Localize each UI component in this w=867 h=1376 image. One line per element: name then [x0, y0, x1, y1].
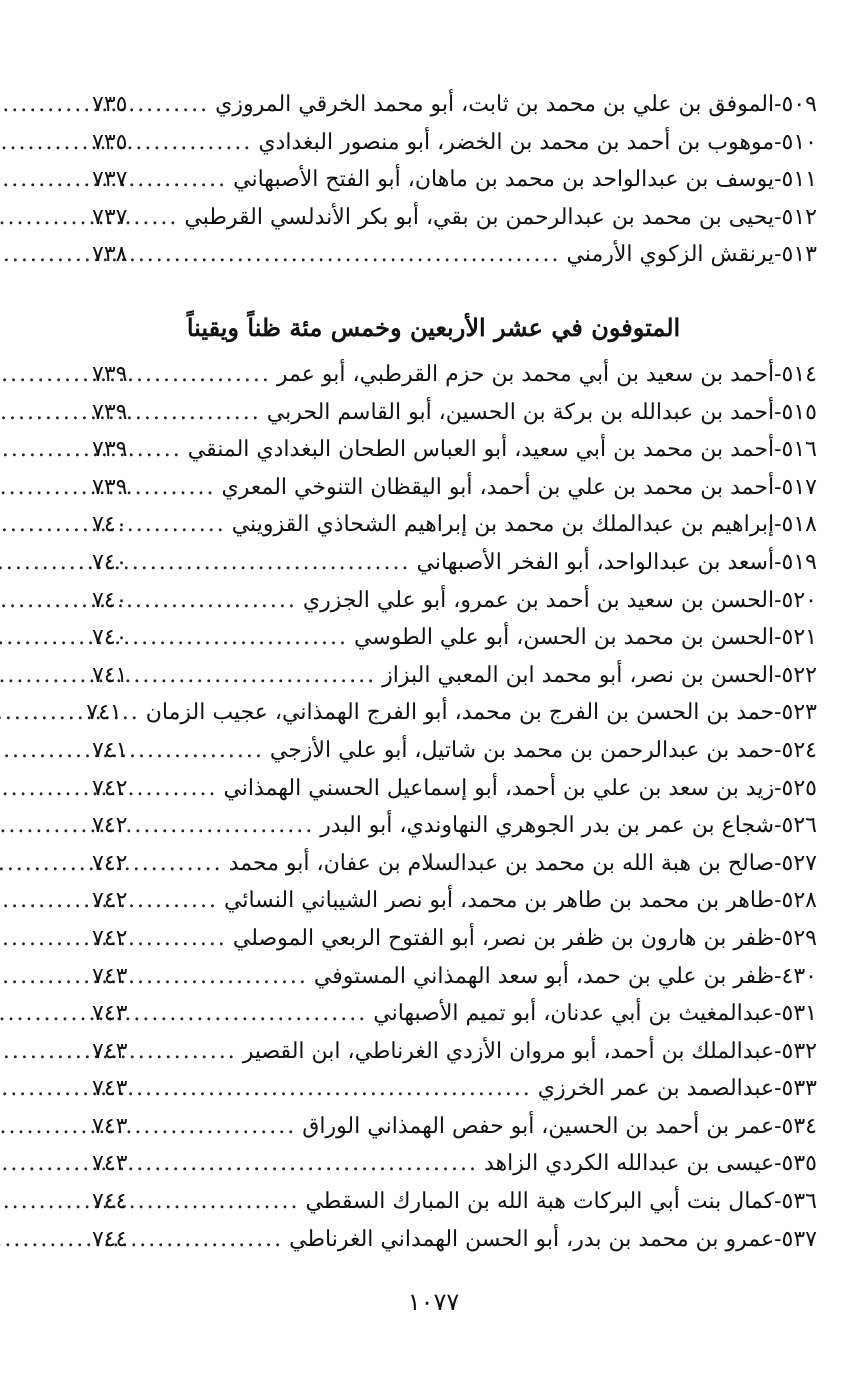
dot-leader: [127, 657, 382, 695]
entry-name: أحمد بن سعيد بن أبي محمد بن حزم القرطبي، أبو عمر: [276, 362, 775, 387]
entry-number: ٥٢٦-: [774, 813, 817, 839]
index-entry: [92, 882, 817, 920]
dot-leader: [127, 882, 224, 920]
index-entry: [92, 431, 817, 469]
entry-name: صالح بن هبة الله بن محمد بن عبدالسلام بن عفان، أبو محمد: [228, 850, 775, 876]
entry-page-ref: ٧٣٩: [92, 474, 128, 500]
entry-number: ٥١٦-: [774, 437, 817, 463]
entry-page-ref: ٧٤٣: [92, 1038, 128, 1064]
index-entry: [92, 1145, 817, 1183]
entry-number: ٥١٨-: [774, 512, 817, 538]
dot-leader: [127, 732, 269, 770]
entry-page-ref: ٧٤١: [86, 700, 122, 726]
dot-leader: [127, 469, 221, 507]
dot-leader: [127, 1221, 289, 1259]
dot-leader: [127, 1108, 302, 1146]
dot-leader: [127, 394, 266, 432]
dot-leader: [127, 807, 320, 845]
entry-name: زيد بن سعد بن علي بن أحمد، أبو إسماعيل الحسني الهمذاني: [223, 775, 775, 801]
entry-name: أحمد بن عبدالله بن بركة بن الحسين، أبو القاسم الحربي: [266, 399, 775, 425]
entry-name: الحسن بن سعيد بن أحمد بن عمرو، أبو علي الجزري: [302, 587, 775, 613]
entry-name: أحمد بن محمد بن علي بن أحمد، أبو اليقظان التنوخي المعري: [221, 474, 775, 500]
dot-leader: [127, 958, 313, 996]
dot-leader: [127, 86, 215, 124]
entry-page-ref: ٧٣٩: [92, 437, 128, 463]
entry-name: عبدالصمد بن عمر الخرزي: [537, 1076, 775, 1102]
entry-name: عيسى بن عبدالله الكردي الزاهد: [483, 1151, 775, 1177]
entry-page-ref: ٧٤٣: [92, 1001, 128, 1027]
section-heading: المتوفون في عشر الأربعين وخمس مئة ظناً ويقيناً: [186, 313, 681, 342]
dot-leader: [127, 161, 233, 199]
index-entry: [92, 161, 817, 199]
entry-page-ref: ٧٤٢: [92, 813, 128, 839]
entry-number: ٥١٧-: [774, 474, 817, 500]
index-entry: [92, 469, 817, 507]
index-entry: [92, 356, 817, 394]
entry-number: ٥٣٣-: [774, 1076, 817, 1102]
entry-page-ref: ٧٣٩: [92, 362, 128, 387]
entry-number: ٥١١-: [774, 167, 817, 193]
index-entry: [92, 995, 817, 1033]
entry-page-ref: ٧٤٢: [92, 775, 128, 801]
entry-number: ٥٣٦-: [774, 1189, 817, 1215]
entry-number: ٥٠٩-: [774, 92, 817, 117]
entry-number: ٥٢٨-: [774, 888, 817, 914]
entry-number: ٥١٣-: [774, 242, 817, 268]
entry-page-ref: ٧٣٥: [92, 92, 128, 117]
dot-leader: [127, 356, 276, 394]
entry-page-ref: ٧٤٠: [92, 587, 128, 613]
entry-number: ٥١٢-: [774, 204, 817, 230]
index-entry: [92, 807, 817, 845]
index-list-bottom: [86, 356, 817, 1258]
dot-leader: [127, 1183, 305, 1221]
entry-page-ref: ٧٤٢: [92, 850, 128, 876]
entry-page-ref: ٧٤٣: [92, 1151, 128, 1177]
entry-page-ref: ٧٤٣: [92, 1113, 128, 1139]
index-entry: [92, 394, 817, 432]
entry-page-ref: ٧٤٢: [92, 888, 128, 914]
entry-name: ظفر بن علي بن حمد، أبو سعد الهمذاني المستوفي: [313, 963, 775, 989]
entry-page-ref: ٧٣٧: [92, 167, 128, 193]
index-entry: [92, 1108, 817, 1146]
dot-leader: [127, 845, 228, 883]
index-entry: [92, 619, 817, 657]
entry-number: ٥٢٢-: [774, 662, 817, 688]
dot-leader: [127, 920, 232, 958]
index-entry: [92, 582, 817, 620]
index-entry: [92, 1033, 817, 1071]
entry-name: يوسف بن عبدالواحد بن محمد بن ماهان، أبو الفتح الأصبهاني: [233, 167, 775, 193]
entry-page-ref: ٧٤٤: [92, 1226, 128, 1252]
entry-name: أسعد بن عبدالواحد، أبو الفخر الأصبهاني: [416, 549, 775, 575]
entry-name: الموفق بن علي بن محمد بن ثابت، أبو محمد الخرقي المروزي: [215, 92, 775, 117]
dot-leader: [127, 770, 223, 808]
dot-leader: [127, 544, 416, 582]
page-number: ١٠٧٧: [407, 1288, 460, 1316]
entry-page-ref: ٧٤٠: [92, 625, 128, 651]
dot-leader: [127, 236, 566, 274]
dot-leader: [127, 199, 184, 237]
index-entry: [92, 1070, 817, 1108]
index-entry: [86, 694, 817, 732]
entry-page-ref: ٧٤٣: [92, 1076, 128, 1102]
entry-number: ٥١٩-: [774, 549, 817, 575]
index-entry: [92, 657, 817, 695]
entry-number: ٥١٥-: [774, 399, 817, 425]
dot-leader: [127, 1145, 484, 1183]
entry-number: ٥٢٥-: [774, 775, 817, 801]
entry-number: ٥٣١-: [774, 1001, 817, 1027]
entry-name: أحمد بن محمد بن أبي سعيد، أبو العباس الطحان البغدادي المنقي: [187, 437, 775, 463]
dot-leader: [127, 124, 258, 162]
entry-page-ref: ٧٤٢: [92, 925, 128, 951]
entry-page-ref: ٧٣٨: [92, 242, 128, 268]
entry-page-ref: ٧٣٩: [92, 399, 128, 425]
entry-name: يرنقش الزكوي الأرمني: [566, 242, 775, 268]
index-entry: [92, 506, 817, 544]
entry-page-ref: ٧٤١: [92, 662, 128, 688]
index-entry: [92, 770, 817, 808]
entry-name: إبراهيم بن عبدالملك بن محمد بن إبراهيم الشحاذي القزويني: [231, 512, 775, 538]
index-list-top: [92, 86, 817, 274]
entry-page-ref: ٧٤٠: [92, 549, 128, 575]
dot-leader: [122, 694, 146, 732]
entry-name: الحسن بن نصر، أبو محمد ابن المعبي البزاز: [382, 662, 775, 688]
dot-leader: [127, 506, 231, 544]
entry-page-ref: ٧٤٣: [92, 963, 128, 989]
entry-number: ٥٢١-: [774, 625, 817, 651]
index-entry: [92, 86, 817, 124]
entry-page-ref: ٧٣٥: [92, 129, 128, 155]
index-entry: [92, 845, 817, 883]
entry-number: ٥٢٠-: [774, 587, 817, 613]
index-entry: [92, 1183, 817, 1221]
entry-page-ref: ٧٤٤: [92, 1189, 128, 1215]
dot-leader: [127, 431, 187, 469]
entry-number: ٤٣٠-: [774, 963, 817, 989]
entry-page-ref: ٧٤٠: [92, 512, 128, 538]
entry-name: عمرو بن محمد بن بدر، أبو الحسن الهمداني الغرناطي: [289, 1226, 775, 1252]
index-entry: [92, 1221, 817, 1259]
entry-name: يحيى بن محمد بن عبدالرحمن بن بقي، أبو بكر الأندلسي القرطبي: [184, 204, 775, 230]
entry-number: ٥٢٣-: [774, 700, 817, 726]
entry-name: عبدالمغيث بن أبي عدنان، أبو تميم الأصبهاني: [373, 1001, 775, 1027]
entry-number: ٥٣٢-: [774, 1038, 817, 1064]
entry-name: حمد بن عبدالرحمن بن محمد بن شاتيل، أبو علي الأزجي: [269, 737, 775, 763]
dot-leader: [127, 1033, 242, 1071]
dot-leader: [127, 582, 302, 620]
index-entry: [92, 732, 817, 770]
entry-page-ref: ٧٤١: [92, 737, 128, 763]
index-entry: [92, 199, 817, 237]
entry-number: ٥٣٥-: [774, 1151, 817, 1177]
entry-number: ٥١٤-: [774, 362, 817, 387]
dot-leader: [127, 1070, 537, 1108]
index-entry: [92, 920, 817, 958]
entry-name: ظفر بن هارون بن ظفر بن نصر، أبو الفتوح الربعي الموصلي: [232, 925, 775, 951]
entry-number: ٥٢٧-: [774, 850, 817, 876]
entry-page-ref: ٧٣٧: [92, 204, 128, 230]
index-entry: [92, 124, 817, 162]
entry-name: كمال بنت أبي البركات هبة الله بن المبارك السقطي: [305, 1189, 775, 1215]
entry-number: ٥١٠-: [774, 129, 817, 155]
entry-name: طاهر بن محمد بن طاهر بن محمد، أبو نصر الشيباني النسائي: [223, 888, 775, 914]
entry-number: ٥٣٤-: [774, 1113, 817, 1139]
entry-number: ٥٣٧-: [774, 1226, 817, 1252]
entry-number: ٥٢٤-: [774, 737, 817, 763]
index-entry: [92, 958, 817, 996]
index-entry: [92, 236, 817, 274]
entry-name: عبدالملك بن أحمد، أبو مروان الأزدي الغرناطي، ابن القصير: [242, 1038, 775, 1064]
entry-name: حمد بن الحسن بن الفرج بن محمد، أبو الفرج الهمذاني، عجيب الزمان: [145, 700, 775, 726]
index-entry: [92, 544, 817, 582]
entry-name: موهوب بن أحمد بن محمد بن الخضر، أبو منصور البغدادي: [258, 129, 775, 155]
entry-name: عمر بن أحمد بن الحسين، أبو حفص الهمذاني الوراق: [302, 1113, 775, 1139]
dot-leader: [127, 995, 373, 1033]
entry-name: الحسن بن محمد بن الحسن، أبو علي الطوسي: [353, 625, 775, 651]
entry-number: ٥٢٩-: [774, 925, 817, 951]
entry-name: شجاع بن عمر بن بدر الجوهري النهاوندي، أبو البدر: [320, 813, 775, 839]
dot-leader: [127, 619, 353, 657]
